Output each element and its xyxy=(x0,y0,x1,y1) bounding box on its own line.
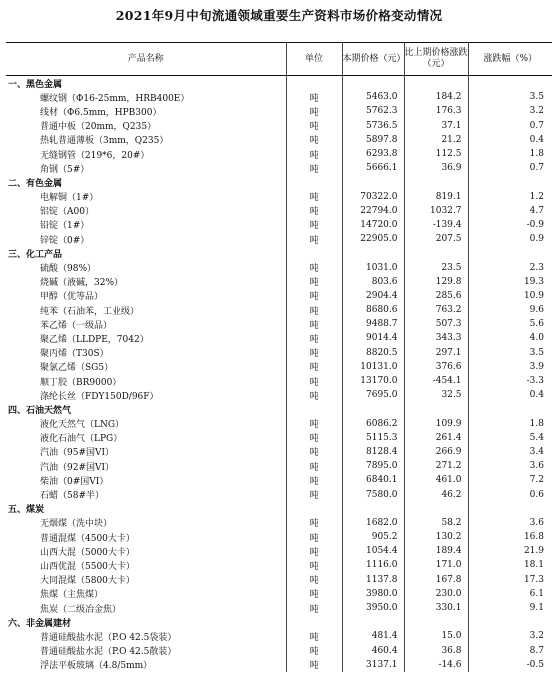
price-cell: 1116.0 xyxy=(342,558,404,572)
product-name-cell: 电解铜（1#） xyxy=(40,193,99,204)
change-cell: 109.9 xyxy=(404,417,468,431)
price-cell: 22794.0 xyxy=(342,204,404,218)
price-cell: 7695.0 xyxy=(342,388,404,402)
change-cell: 171.0 xyxy=(404,558,468,572)
change-cell: 36.8 xyxy=(404,644,468,658)
unit-cell: 吨 xyxy=(286,629,342,643)
product-name-cell: 热轧普通薄板（3mm，Q235） xyxy=(40,136,169,147)
price-cell: 70322.0 xyxy=(342,190,404,204)
table-row xyxy=(6,487,552,501)
percent-cell: 3.5 xyxy=(468,90,552,104)
table-row xyxy=(6,360,552,374)
price-cell xyxy=(342,615,404,629)
unit-cell: 吨 xyxy=(286,587,342,601)
price-cell: 3950.0 xyxy=(342,601,404,615)
change-cell: 207.5 xyxy=(404,232,468,246)
table-row xyxy=(6,417,552,431)
price-cell: 8680.6 xyxy=(342,303,404,317)
change-cell: 15.0 xyxy=(404,629,468,643)
unit-cell xyxy=(286,246,342,260)
percent-cell: 3.4 xyxy=(468,445,552,459)
unit-cell: 吨 xyxy=(286,232,342,246)
product-name-cell: 液化天然气（LNG） xyxy=(40,420,125,431)
percent-cell: 1.8 xyxy=(468,147,552,161)
change-cell: -14.6 xyxy=(404,658,468,672)
unit-cell: 吨 xyxy=(286,459,342,473)
unit-cell: 吨 xyxy=(286,473,342,487)
change-cell: 23.5 xyxy=(404,260,468,274)
category-row xyxy=(6,175,552,189)
change-cell: 507.3 xyxy=(404,317,468,331)
change-cell: 330.1 xyxy=(404,601,468,615)
percent-cell xyxy=(468,402,552,416)
table-row xyxy=(6,204,552,218)
unit-cell: 吨 xyxy=(286,530,342,544)
table-row xyxy=(6,573,552,587)
price-cell: 5463.0 xyxy=(342,90,404,104)
percent-cell: 1.2 xyxy=(468,190,552,204)
product-name-cell: 铝锭（A00） xyxy=(40,207,94,218)
percent-cell: -0.9 xyxy=(468,218,552,232)
price-cell: 22905.0 xyxy=(342,232,404,246)
price-cell: 1682.0 xyxy=(342,516,404,530)
unit-cell: 吨 xyxy=(286,289,342,303)
price-cell xyxy=(342,175,404,189)
price-cell: 803.6 xyxy=(342,275,404,289)
table-row xyxy=(6,218,552,232)
table-row xyxy=(6,317,552,331)
table-row xyxy=(6,374,552,388)
product-name-cell: 一、黑色金属 xyxy=(8,79,63,90)
category-row xyxy=(6,502,552,516)
unit-cell xyxy=(286,76,342,91)
product-name-cell: 山西大混（5000大卡） xyxy=(40,547,135,558)
percent-cell: 16.8 xyxy=(468,530,552,544)
product-name-cell: 石蜡（58#半） xyxy=(40,491,104,502)
percent-cell: 10.9 xyxy=(468,289,552,303)
unit-cell: 吨 xyxy=(286,119,342,133)
percent-cell: -3.3 xyxy=(468,374,552,388)
percent-cell xyxy=(468,615,552,629)
price-cell: 6086.2 xyxy=(342,417,404,431)
table-row xyxy=(6,161,552,175)
unit-cell: 吨 xyxy=(286,431,342,445)
percent-cell: 5.6 xyxy=(468,317,552,331)
product-name-cell: 无烟煤（洗中块） xyxy=(40,519,113,530)
unit-cell xyxy=(286,615,342,629)
percent-cell: 3.2 xyxy=(468,629,552,643)
unit-cell xyxy=(286,175,342,189)
change-cell: 189.4 xyxy=(404,544,468,558)
product-name-cell: 锌锭（0#） xyxy=(40,235,90,246)
percent-cell: 0.4 xyxy=(468,133,552,147)
change-cell: 112.5 xyxy=(404,147,468,161)
change-cell: 1032.7 xyxy=(404,204,468,218)
percent-cell: 0.7 xyxy=(468,161,552,175)
price-cell: 905.2 xyxy=(342,530,404,544)
header-price-change: 比上期价格涨跌（元） xyxy=(404,43,468,76)
unit-cell: 吨 xyxy=(286,104,342,118)
unit-cell: 吨 xyxy=(286,218,342,232)
percent-cell: 9.6 xyxy=(468,303,552,317)
product-name-cell: 普通硅酸盐水泥（P.O 42.5袋装） xyxy=(40,632,177,643)
unit-cell: 吨 xyxy=(286,388,342,402)
table-header-row xyxy=(6,43,552,76)
header-current-price: 本期价格（元） xyxy=(342,43,404,76)
change-cell xyxy=(404,175,468,189)
percent-cell: 0.6 xyxy=(468,487,552,501)
unit-cell: 吨 xyxy=(286,644,342,658)
unit-cell: 吨 xyxy=(286,544,342,558)
price-cell: 9014.4 xyxy=(342,331,404,345)
product-name-cell: 纯苯（石油苯，工业级） xyxy=(40,306,140,317)
product-name-cell: 烧碱（液碱，32%） xyxy=(40,278,124,289)
percent-cell: 6.1 xyxy=(468,587,552,601)
product-name-cell: 甲醇（优等品） xyxy=(40,292,104,303)
table-row xyxy=(6,629,552,643)
change-cell: 266.9 xyxy=(404,445,468,459)
change-cell xyxy=(404,246,468,260)
change-cell: 343.3 xyxy=(404,331,468,345)
price-cell xyxy=(342,76,404,91)
product-name-cell: 焦炭（二级冶金焦） xyxy=(40,604,122,615)
table-row xyxy=(6,133,552,147)
product-name-cell: 大同混煤（5800大卡） xyxy=(40,576,135,587)
change-cell: 167.8 xyxy=(404,573,468,587)
table-row xyxy=(6,346,552,360)
price-cell: 1031.0 xyxy=(342,260,404,274)
percent-cell: 3.9 xyxy=(468,360,552,374)
price-cell: 5897.8 xyxy=(342,133,404,147)
table-row xyxy=(6,644,552,658)
change-cell: 32.5 xyxy=(404,388,468,402)
price-cell: 3980.0 xyxy=(342,587,404,601)
product-name-cell: 涤纶长丝（FDY150D/96F） xyxy=(40,391,159,402)
unit-cell: 吨 xyxy=(286,204,342,218)
unit-cell: 吨 xyxy=(286,331,342,345)
product-name-cell: 聚丙烯（T30S） xyxy=(40,349,109,360)
product-name-cell: 汽油（92#国VI） xyxy=(40,462,115,473)
percent-cell: 5.4 xyxy=(468,431,552,445)
price-cell: 481.4 xyxy=(342,629,404,643)
change-cell: -454.1 xyxy=(404,374,468,388)
price-cell: 1054.4 xyxy=(342,544,404,558)
unit-cell xyxy=(286,402,342,416)
percent-cell: 0.9 xyxy=(468,232,552,246)
header-unit: 单位 xyxy=(286,43,342,76)
price-cell: 3137.1 xyxy=(342,658,404,672)
header-change-percent: 涨跌幅（%） xyxy=(468,43,552,76)
change-cell: 46.2 xyxy=(404,487,468,501)
unit-cell: 吨 xyxy=(286,303,342,317)
price-cell xyxy=(342,402,404,416)
percent-cell: 3.2 xyxy=(468,104,552,118)
product-name-cell: 柴油（0#国VI） xyxy=(40,476,109,487)
price-table xyxy=(6,42,552,672)
table-row xyxy=(6,431,552,445)
change-cell xyxy=(404,76,468,91)
percent-cell: 3.5 xyxy=(468,346,552,360)
table-row xyxy=(6,601,552,615)
unit-cell: 吨 xyxy=(286,417,342,431)
percent-cell xyxy=(468,502,552,516)
price-cell: 5115.3 xyxy=(342,431,404,445)
percent-cell: 2.3 xyxy=(468,260,552,274)
table-row xyxy=(6,190,552,204)
product-name-cell: 线材（Φ6.5mm，HPB300） xyxy=(40,107,162,118)
table-row xyxy=(6,303,552,317)
product-name-cell: 六、非金属建材 xyxy=(8,618,72,629)
percent-cell xyxy=(468,76,552,91)
unit-cell: 吨 xyxy=(286,161,342,175)
change-cell xyxy=(404,502,468,516)
table-row xyxy=(6,232,552,246)
product-name-cell: 聚乙烯（LLDPE，7042） xyxy=(40,334,149,345)
unit-cell: 吨 xyxy=(286,487,342,501)
table-row xyxy=(6,147,552,161)
unit-cell xyxy=(286,502,342,516)
unit-cell: 吨 xyxy=(286,360,342,374)
price-cell xyxy=(342,246,404,260)
price-cell: 14720.0 xyxy=(342,218,404,232)
price-cell: 7895.0 xyxy=(342,459,404,473)
product-name-cell: 顺丁胶（BR9000） xyxy=(40,377,122,388)
table-row xyxy=(6,289,552,303)
table-row xyxy=(6,459,552,473)
product-name-cell: 山西优混（5500大卡） xyxy=(40,561,135,572)
unit-cell: 吨 xyxy=(286,601,342,615)
price-cell: 5666.1 xyxy=(342,161,404,175)
change-cell: 36.9 xyxy=(404,161,468,175)
category-row xyxy=(6,402,552,416)
table-row xyxy=(6,119,552,133)
product-name-cell: 五、煤炭 xyxy=(8,505,45,516)
page-title: 2021年9月中旬流通领域重要生产资料市场价格变动情况 xyxy=(115,8,443,23)
table-row xyxy=(6,331,552,345)
price-cell: 9488.7 xyxy=(342,317,404,331)
percent-cell: 0.4 xyxy=(468,388,552,402)
price-cell: 7580.0 xyxy=(342,487,404,501)
change-cell: 37.1 xyxy=(404,119,468,133)
percent-cell: 3.6 xyxy=(468,516,552,530)
table-row xyxy=(6,90,552,104)
table-row xyxy=(6,388,552,402)
percent-cell: 4.7 xyxy=(468,204,552,218)
table-row xyxy=(6,530,552,544)
percent-cell: 1.8 xyxy=(468,417,552,431)
change-cell: 230.0 xyxy=(404,587,468,601)
product-name-cell: 焦煤（主焦煤） xyxy=(40,590,104,601)
category-row xyxy=(6,246,552,260)
price-cell: 6840.1 xyxy=(342,473,404,487)
price-cell: 8820.5 xyxy=(342,346,404,360)
product-name-cell: 浮法平板玻璃（4.8/5mm） xyxy=(40,661,153,672)
change-cell: 261.4 xyxy=(404,431,468,445)
change-cell: 130.2 xyxy=(404,530,468,544)
percent-cell: 9.1 xyxy=(468,601,552,615)
percent-cell: 0.7 xyxy=(468,119,552,133)
change-cell: 819.1 xyxy=(404,190,468,204)
price-cell: 5736.5 xyxy=(342,119,404,133)
product-name-cell: 四、石油天然气 xyxy=(8,405,72,416)
product-name-cell: 普通硅酸盐水泥（P.O 42.5散装） xyxy=(40,647,177,658)
table-row xyxy=(6,658,552,672)
unit-cell: 吨 xyxy=(286,317,342,331)
change-cell: 285.6 xyxy=(404,289,468,303)
product-name-cell: 角钢（5#） xyxy=(40,164,90,175)
unit-cell: 吨 xyxy=(286,558,342,572)
change-cell: 176.3 xyxy=(404,104,468,118)
table-row xyxy=(6,445,552,459)
table-row xyxy=(6,473,552,487)
unit-cell: 吨 xyxy=(286,573,342,587)
unit-cell: 吨 xyxy=(286,275,342,289)
table-body xyxy=(6,76,552,672)
change-cell: -139.4 xyxy=(404,218,468,232)
price-cell: 2904.4 xyxy=(342,289,404,303)
product-name-cell: 二、有色金属 xyxy=(8,178,63,189)
percent-cell xyxy=(468,246,552,260)
change-cell xyxy=(404,402,468,416)
change-cell: 58.2 xyxy=(404,516,468,530)
percent-cell: 8.7 xyxy=(468,644,552,658)
category-row xyxy=(6,76,552,91)
table-row xyxy=(6,558,552,572)
unit-cell: 吨 xyxy=(286,147,342,161)
product-name-cell: 普通中板（20mm，Q235） xyxy=(40,122,157,133)
change-cell: 184.2 xyxy=(404,90,468,104)
unit-cell: 吨 xyxy=(286,260,342,274)
change-cell: 297.1 xyxy=(404,346,468,360)
product-name-cell: 无缝钢管（219*6，20#） xyxy=(40,150,150,161)
change-cell: 21.2 xyxy=(404,133,468,147)
unit-cell: 吨 xyxy=(286,374,342,388)
price-cell: 10131.0 xyxy=(342,360,404,374)
percent-cell: 18.1 xyxy=(468,558,552,572)
product-name-cell: 苯乙烯（一级品） xyxy=(40,320,113,331)
product-name-cell: 液化石油气（LPG） xyxy=(40,434,123,445)
percent-cell: 3.6 xyxy=(468,459,552,473)
table-row xyxy=(6,260,552,274)
unit-cell: 吨 xyxy=(286,133,342,147)
product-name-cell: 三、化工产品 xyxy=(8,249,63,260)
table-row xyxy=(6,275,552,289)
price-cell: 460.4 xyxy=(342,644,404,658)
percent-cell: 19.3 xyxy=(468,275,552,289)
unit-cell: 吨 xyxy=(286,190,342,204)
table-row xyxy=(6,104,552,118)
price-cell: 13170.0 xyxy=(342,374,404,388)
product-name-cell: 铅锭（1#） xyxy=(40,221,90,232)
product-name-cell: 普通混煤（4500大卡） xyxy=(40,533,135,544)
percent-cell: 4.0 xyxy=(468,331,552,345)
price-cell: 6293.8 xyxy=(342,147,404,161)
percent-cell: 7.2 xyxy=(468,473,552,487)
table-row xyxy=(6,587,552,601)
table-row xyxy=(6,516,552,530)
unit-cell: 吨 xyxy=(286,346,342,360)
product-name-cell: 聚氯乙烯（SG5） xyxy=(40,363,114,374)
percent-cell: 21.9 xyxy=(468,544,552,558)
change-cell xyxy=(404,615,468,629)
product-name-cell: 汽油（95#国VI） xyxy=(40,448,115,459)
change-cell: 461.0 xyxy=(404,473,468,487)
change-cell: 271.2 xyxy=(404,459,468,473)
percent-cell: -0.5 xyxy=(468,658,552,672)
price-cell: 5762.3 xyxy=(342,104,404,118)
unit-cell: 吨 xyxy=(286,445,342,459)
price-cell: 1137.8 xyxy=(342,573,404,587)
product-name-cell: 硫酸（98%） xyxy=(40,264,97,275)
table-row xyxy=(6,544,552,558)
unit-cell: 吨 xyxy=(286,516,342,530)
category-row xyxy=(6,615,552,629)
unit-cell: 吨 xyxy=(286,658,342,672)
header-product-name: 产品名称 xyxy=(6,43,286,76)
price-cell: 8128.4 xyxy=(342,445,404,459)
percent-cell: 17.3 xyxy=(468,573,552,587)
change-cell: 129.8 xyxy=(404,275,468,289)
change-cell: 763.2 xyxy=(404,303,468,317)
product-name-cell: 螺纹钢（Φ16-25mm，HRB400E） xyxy=(40,93,190,104)
change-cell: 376.6 xyxy=(404,360,468,374)
unit-cell: 吨 xyxy=(286,90,342,104)
percent-cell xyxy=(468,175,552,189)
price-cell xyxy=(342,502,404,516)
